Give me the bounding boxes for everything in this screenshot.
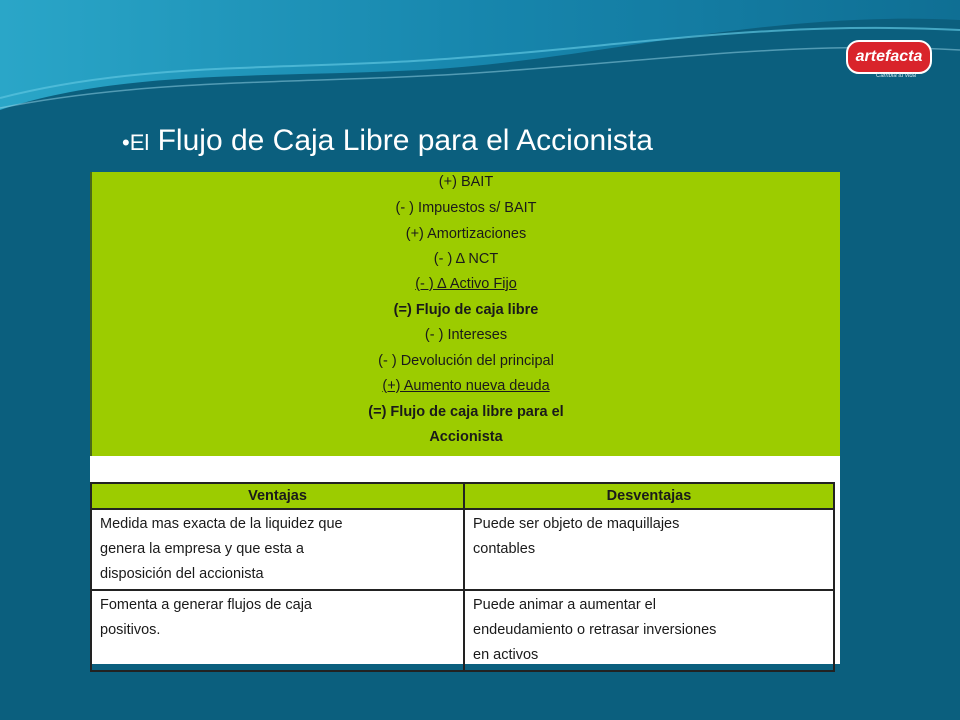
disadvantage-cell <box>464 590 834 671</box>
statement-total: Accionista <box>429 429 503 445</box>
statement-line: (+) Amortizaciones <box>405 226 527 242</box>
title-bullet: • <box>122 130 130 155</box>
artefacta-logo <box>846 40 932 80</box>
statement-line: (+) BAIT <box>438 174 494 190</box>
statement-line: (- ) Δ Activo Fijo <box>415 276 517 292</box>
cell-line: genera la empresa y que esta a <box>100 541 304 557</box>
cell-line: Puede ser objeto de maquillajes <box>473 516 680 532</box>
advantage-cell <box>91 590 464 671</box>
advantage-cell <box>91 509 464 590</box>
title-rest: Flujo de Caja Libre para el Accionista <box>149 124 653 157</box>
header-ventajas: Ventajas <box>91 483 464 509</box>
cash-flow-statement <box>90 172 840 456</box>
advantages-table <box>90 482 835 672</box>
table-header-row <box>91 483 834 509</box>
slide-title <box>122 124 653 158</box>
cell-line: disposición del accionista <box>100 566 264 582</box>
cell-line: Puede animar a aumentar el <box>473 597 656 613</box>
cell-line: en activos <box>473 647 539 663</box>
cell-line: positivos. <box>100 622 161 638</box>
statement-line: (- ) Impuestos s/ BAIT <box>395 200 537 216</box>
table-row <box>91 509 834 590</box>
cell-line: Fomenta a generar flujos de caja <box>100 597 312 613</box>
cell-line: contables <box>473 541 536 557</box>
cell-line: endeudamiento o retrasar inversiones <box>473 622 717 638</box>
statement-line: (- ) Devolución del principal <box>378 353 554 369</box>
disadvantage-cell <box>464 509 834 590</box>
header-desventajas: Desventajas <box>464 483 834 509</box>
logo-tagline: Cambia tu vida <box>876 73 917 79</box>
content-panel <box>90 172 840 664</box>
logo-brand-text: artefacta <box>855 48 923 65</box>
statement-total: (=) Flujo de caja libre <box>393 302 539 318</box>
statement-line: (+) Aumento nueva deuda <box>382 378 550 394</box>
header-wave-decoration <box>0 0 960 130</box>
statement-line: (- ) Intereses <box>424 327 508 343</box>
statement-total: (=) Flujo de caja libre para el <box>368 404 564 420</box>
table-row <box>91 590 834 671</box>
title-lead: El <box>129 130 150 155</box>
statement-line: (- ) Δ NCT <box>433 251 499 267</box>
cell-line: Medida mas exacta de la liquidez que <box>100 516 343 532</box>
